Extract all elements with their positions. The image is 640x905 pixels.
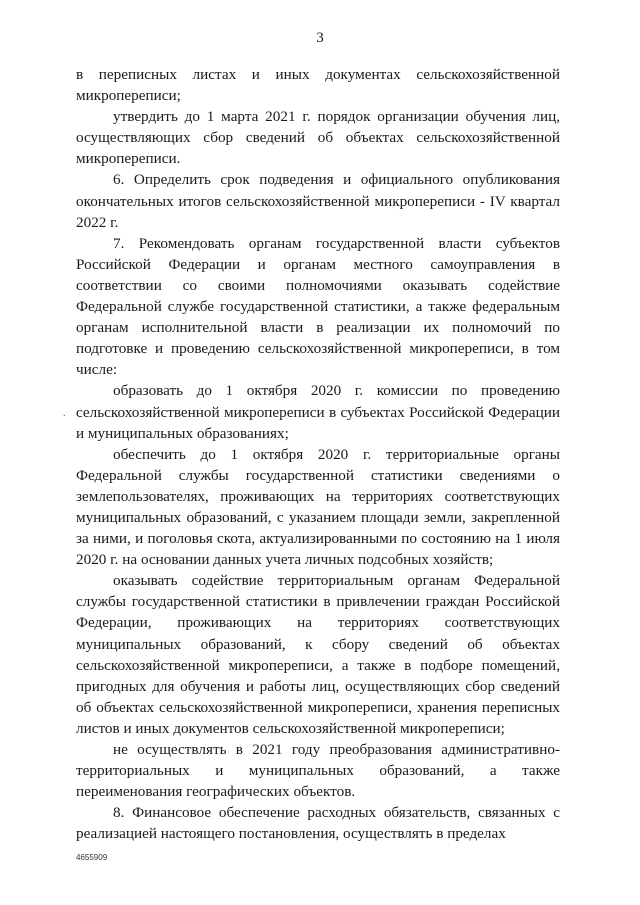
paragraph-approve-training: утвердить до 1 марта 2021 г. порядок организации обучения лиц, осуществляющих сбор сведений об объектах сельскохозяйственной микропереписи. <box>76 108 560 168</box>
paragraph-item-7: 7. Рекомендовать органам государственной власти субъектов Российской Федерации и органам местного самоуправления в соответствии со своими полномочиями оказывать содействие Федеральной службе государственной статистики, а также федеральным органам исполнительной власти в реализации их полномочий по подготовке и проведению сельскохозяйственной микропереписи, в том числе: <box>76 234 560 379</box>
paragraph-provide-information: обеспечить до 1 октября 2020 г. территориальные органы Федеральной службы государственной статистики сведениями о землепользователях, проживающих на территориях соответствующих муниципальных образований, с указанием площади земли, закрепленной за ними, и поголовья скота, актуализированными по состоянию на 1 июля 2020 г. на основании данных учета личных подсобных хозяйств; <box>76 445 560 569</box>
paragraph-item-8: 8. Финансовое обеспечение расходных обязательств, связанных с реализацией настоящего постановления, осуществлять в пределах <box>76 804 560 843</box>
page-number: 3 <box>316 30 324 46</box>
paragraph-item-6: 6. Определить срок подведения и официального опубликования окончательных итогов сельскохозяйственной микропереписи - IV квартал 2022 г. <box>76 171 560 231</box>
paragraph-continuation: в переписных листах и иных документах сельскохозяйственной микропереписи; <box>76 66 560 105</box>
paragraph-form-commissions: образовать до 1 октября 2020 г. комиссии по проведению сельскохозяйственной микропереписи в субъектах Российской Федерации и муниципальных образованиях; <box>76 382 560 442</box>
paragraph-assist-statistics: оказывать содействие территориальным органам Федеральной службы государственной статистики в привлечении граждан Российской Федерации, проживающих на территориях соответствующих муниципальных образований, к сбору сведений об объектах сельскохозяйственной микропереписи, а также в подборе помещений, пригодных для обучения и работы лиц, осуществляющих сбор сведений об объектах сельскохозяйственной микропереписи, хранения переписных листов и иных документов сельскохозяйственной микропереписи; <box>76 572 560 737</box>
document-body <box>76 64 560 844</box>
margin-mark: . <box>63 408 66 419</box>
paragraph-no-transformations: не осуществлять в 2021 году преобразования административно-территориальных и муниципальных образований, а также переименования географических объектов. <box>76 741 560 801</box>
document-code: 4655909 <box>76 853 108 862</box>
